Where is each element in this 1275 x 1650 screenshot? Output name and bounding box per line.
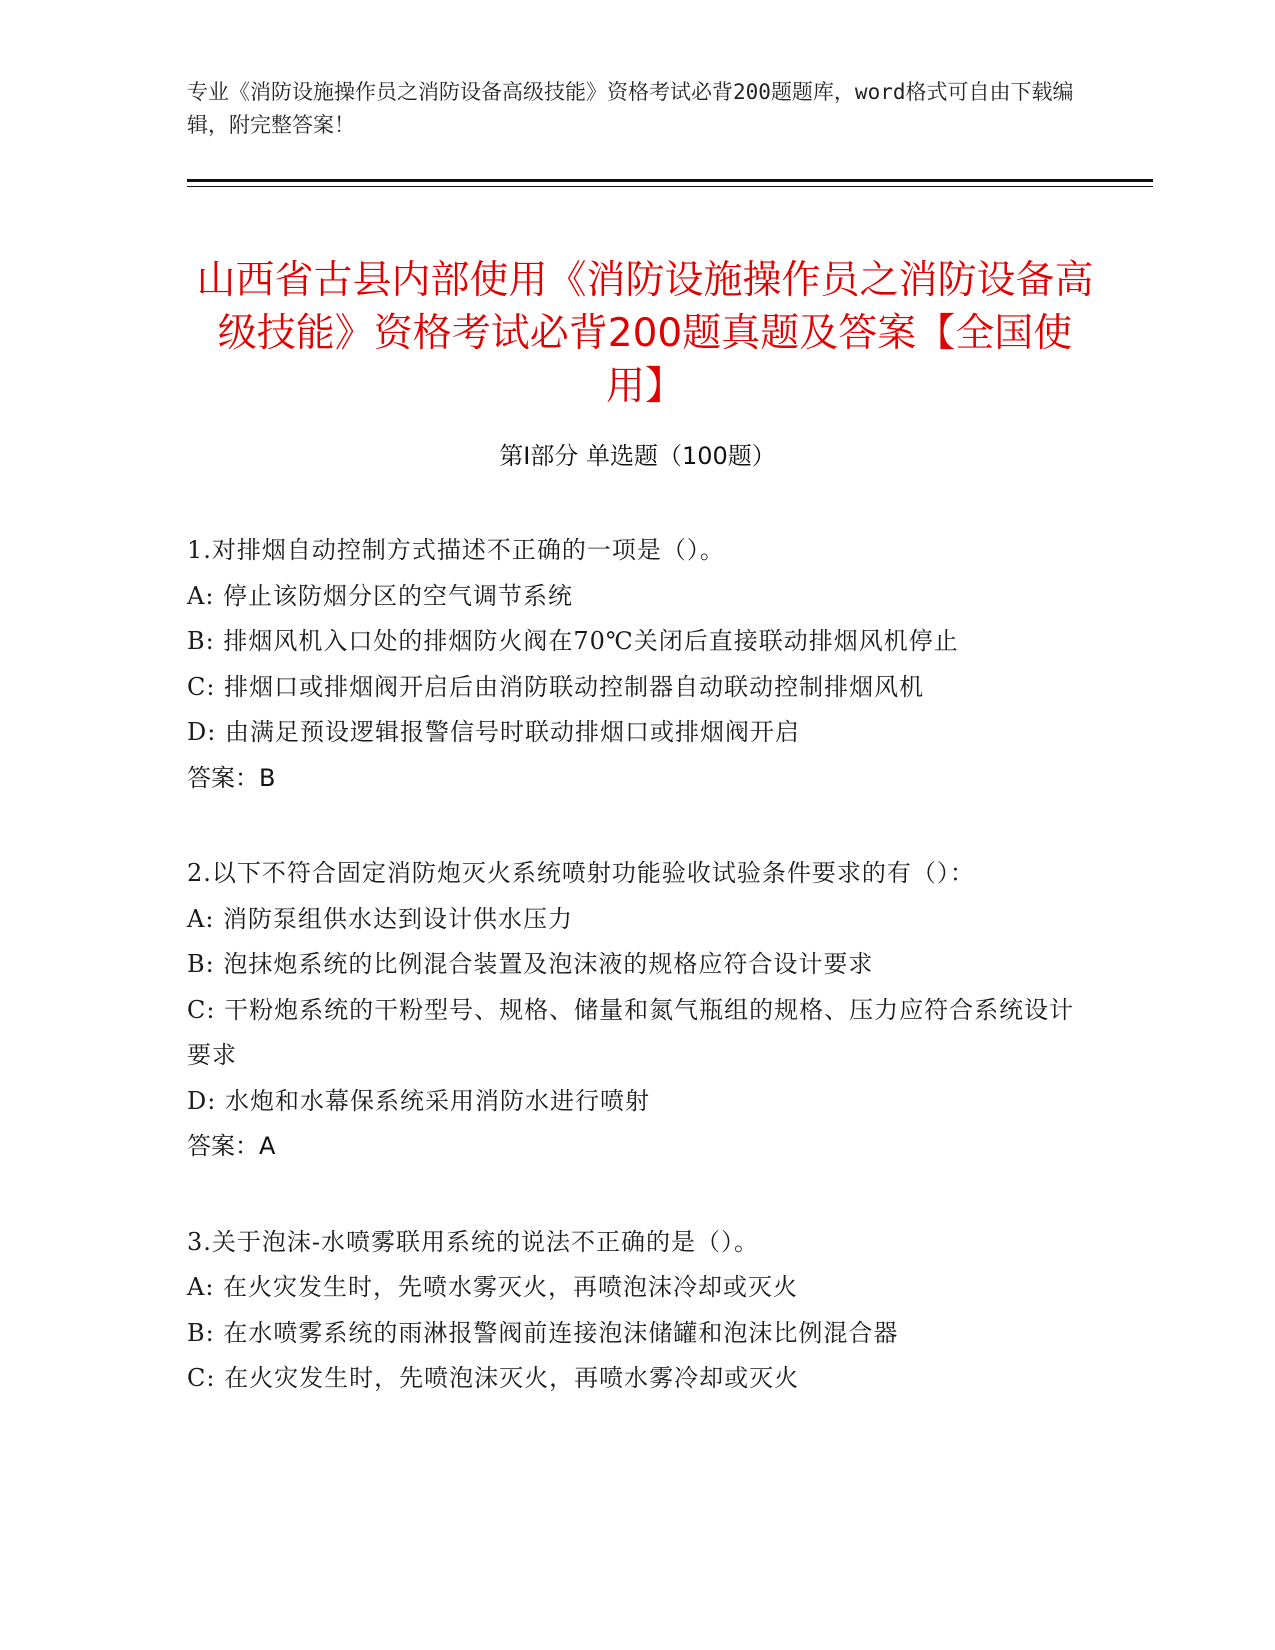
option-b: B: 排烟风机入口处的排烟防火阀在70℃关闭后直接联动排烟风机停止 [187,627,959,655]
option-a: A: 在火灾发生时，先喷水雾灭火，再喷泡沫冷却或灭火 [187,1273,799,1301]
question-list [187,528,1087,1452]
option-a: A: 消防泵组供水达到设计供水压力 [187,904,574,933]
option-a: A: 停止该防烟分区的空气调节系统 [187,581,574,610]
question-2 [187,851,1087,1170]
question-1 [187,528,1087,801]
option-b: B: 泡抹炮系统的比例混合装置及泡沫液的规格应符合设计要求 [187,950,874,978]
option-d: D: 由满足预设逻辑报警信号时联动排烟口或排烟阀开启 [187,718,800,746]
header-divider-thick [187,179,1153,182]
option-c: C: 在火灾发生时，先喷泡沫灭火，再喷水雾冷却或灭火 [187,1364,800,1392]
header-divider-thin [187,186,1153,187]
question-3 [187,1220,1087,1402]
document-title: 山西省古县内部使用《消防设施操作员之消防设备高级技能》资格考试必背200题真题及答案【全国使用】 [196,258,1094,410]
option-c: C: 干粉炮系统的干粉型号、规格、储量和氮气瓶组的规格、压力应符合系统设计要求 [187,995,1075,1069]
section-heading: 第I部分 单选题（100题） [499,442,776,470]
answer: 答案：B [187,763,276,792]
option-b: B: 在水喷雾系统的雨淋报警阀前连接泡沫储罐和泡沫比例混合器 [187,1318,899,1347]
answer: 答案：A [187,1132,276,1160]
question-stem: 1.对排烟自动控制方式描述不正确的一项是（）。 [187,536,725,564]
question-stem: 3.关于泡沫-水喷雾联用系统的说法不正确的是（）。 [187,1227,760,1256]
option-c: C: 排烟口或排烟阀开启后由消防联动控制器自动联动控制排烟风机 [187,672,925,701]
question-stem: 2.以下不符合固定消防炮灭火系统喷射功能验收试验条件要求的有（）： [187,859,975,887]
option-d: D: 水炮和水幕保系统采用消防水进行喷射 [187,1086,650,1115]
header-note: 专业《消防设施操作员之消防设备高级技能》资格考试必背200题题库，word格式可自由下载编辑，附完整答案！ [187,80,1074,137]
